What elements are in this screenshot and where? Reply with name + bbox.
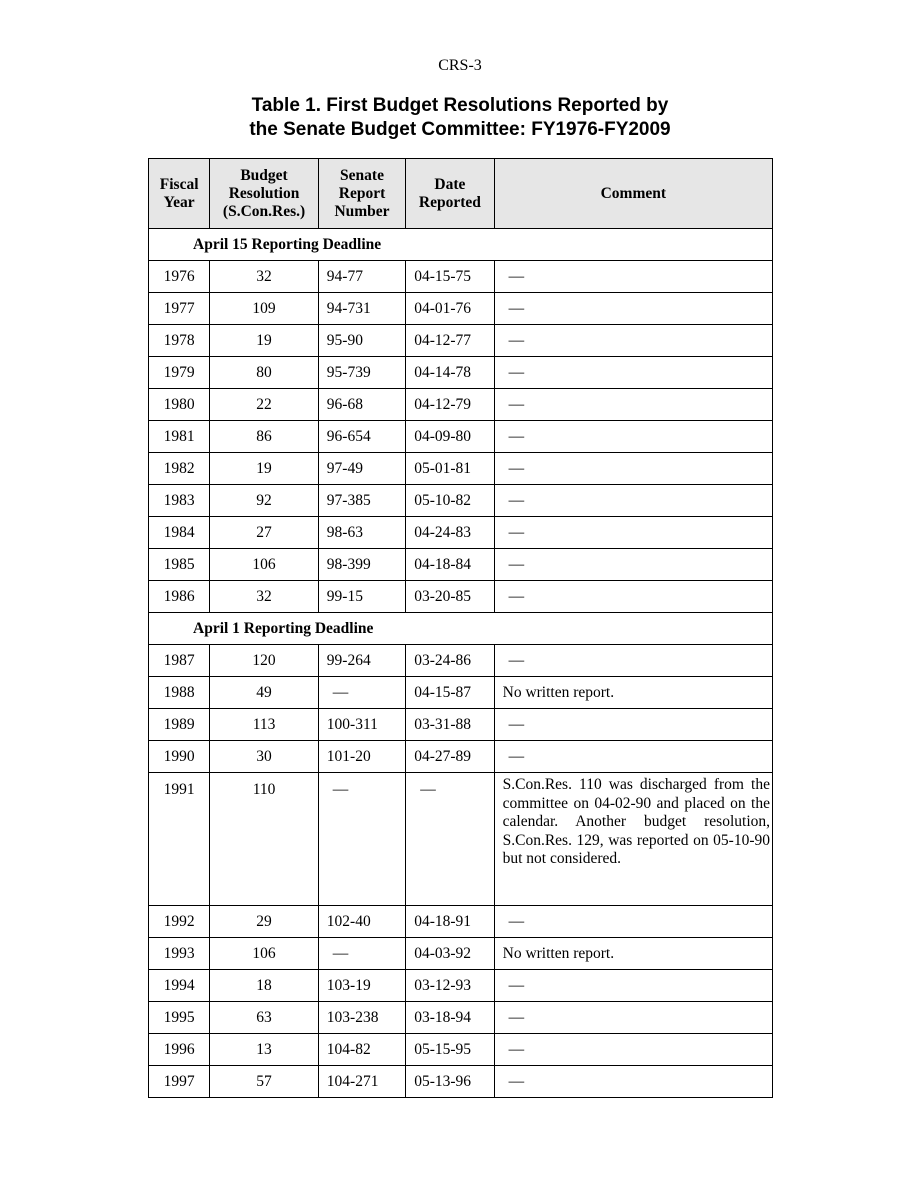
date-reported-cell: 04-15-75 — [406, 261, 494, 293]
resolution-cell: 27 — [210, 517, 319, 549]
report-number-cell: 94-77 — [318, 261, 405, 293]
table-title-line-2: the Senate Budget Committee: FY1976-FY2009 — [249, 119, 671, 140]
date-reported-cell: — — [406, 773, 494, 906]
resolution-cell: 86 — [210, 421, 319, 453]
report-number-cell: — — [318, 938, 405, 970]
date-reported-cell: 04-15-87 — [406, 677, 494, 709]
report-number-cell: 102-40 — [318, 906, 405, 938]
comment-cell: — — [494, 357, 772, 389]
comment-cell: — — [494, 453, 772, 485]
date-reported-cell: 03-24-86 — [406, 645, 494, 677]
fiscal-year-cell: 1978 — [149, 325, 210, 357]
table-row — [149, 1034, 773, 1066]
table-row — [149, 549, 773, 581]
fiscal-year-cell: 1989 — [149, 709, 210, 741]
header-fiscal-year: Fiscal Year — [149, 159, 210, 229]
report-number-cell: 103-238 — [318, 1002, 405, 1034]
report-number-cell: 97-385 — [318, 485, 405, 517]
date-reported-cell: 04-12-79 — [406, 389, 494, 421]
resolution-cell: 32 — [210, 261, 319, 293]
fiscal-year-cell: 1992 — [149, 906, 210, 938]
date-reported-cell: 03-20-85 — [406, 581, 494, 613]
resolution-cell: 13 — [210, 1034, 319, 1066]
table-row — [149, 773, 773, 906]
comment-cell: — — [494, 906, 772, 938]
table-row — [149, 645, 773, 677]
resolution-cell: 19 — [210, 453, 319, 485]
fiscal-year-cell: 1981 — [149, 421, 210, 453]
table-row — [149, 421, 773, 453]
resolution-cell: 80 — [210, 357, 319, 389]
table-row — [149, 906, 773, 938]
fiscal-year-cell: 1982 — [149, 453, 210, 485]
comment-cell: — — [494, 581, 772, 613]
comment-cell: No written report. — [494, 677, 772, 709]
report-number-cell: 99-264 — [318, 645, 405, 677]
comment-cell: — — [494, 1002, 772, 1034]
table-row — [149, 293, 773, 325]
table-row — [149, 357, 773, 389]
fiscal-year-cell: 1984 — [149, 517, 210, 549]
comment-cell: — — [494, 549, 772, 581]
comment-cell: — — [494, 325, 772, 357]
resolution-cell: 49 — [210, 677, 319, 709]
comment-cell: No written report. — [494, 938, 772, 970]
date-reported-cell: 04-03-92 — [406, 938, 494, 970]
report-number-cell: — — [318, 677, 405, 709]
fiscal-year-cell: 1979 — [149, 357, 210, 389]
fiscal-year-cell: 1985 — [149, 549, 210, 581]
date-reported-cell: 03-31-88 — [406, 709, 494, 741]
fiscal-year-cell: 1976 — [149, 261, 210, 293]
comment-cell: — — [494, 293, 772, 325]
table-row — [149, 1066, 773, 1098]
report-number-cell: 99-15 — [318, 581, 405, 613]
table-row — [149, 581, 773, 613]
fiscal-year-cell: 1987 — [149, 645, 210, 677]
resolution-cell: 18 — [210, 970, 319, 1002]
resolution-cell: 30 — [210, 741, 319, 773]
date-reported-cell: 04-14-78 — [406, 357, 494, 389]
report-number-cell: 96-654 — [318, 421, 405, 453]
comment-cell: — — [494, 517, 772, 549]
table-row — [149, 453, 773, 485]
fiscal-year-cell: 1996 — [149, 1034, 210, 1066]
resolution-cell: 63 — [210, 1002, 319, 1034]
page-number: CRS-3 — [438, 57, 482, 74]
date-reported-cell: 03-12-93 — [406, 970, 494, 1002]
comment-cell: — — [494, 645, 772, 677]
comment-cell: — — [494, 485, 772, 517]
date-reported-cell: 05-13-96 — [406, 1066, 494, 1098]
report-number-cell: 104-82 — [318, 1034, 405, 1066]
comment-cell: — — [494, 741, 772, 773]
table-row — [149, 970, 773, 1002]
report-number-cell: 94-731 — [318, 293, 405, 325]
report-number-cell: 103-19 — [318, 970, 405, 1002]
header-comment: Comment — [494, 159, 772, 229]
report-number-cell: 95-739 — [318, 357, 405, 389]
comment-cell: — — [494, 1034, 772, 1066]
section-label: April 1 Reporting Deadline — [149, 613, 773, 645]
table-header-row — [149, 159, 773, 229]
section-header-row — [149, 229, 773, 261]
date-reported-cell: 03-18-94 — [406, 1002, 494, 1034]
report-number-cell: 97-49 — [318, 453, 405, 485]
resolution-cell: 113 — [210, 709, 319, 741]
date-reported-cell: 04-18-84 — [406, 549, 494, 581]
header-date-reported: Date Reported — [406, 159, 494, 229]
table-row — [149, 938, 773, 970]
report-number-cell: — — [318, 773, 405, 906]
date-reported-cell: 04-12-77 — [406, 325, 494, 357]
resolution-cell: 106 — [210, 938, 319, 970]
report-number-cell: 101-20 — [318, 741, 405, 773]
header-budget-resolution: Budget Resolution (S.Con.Res.) — [210, 159, 319, 229]
table-title-line-1: Table 1. First Budget Resolutions Reported by — [251, 95, 669, 116]
comment-cell: — — [494, 389, 772, 421]
date-reported-cell: 05-01-81 — [406, 453, 494, 485]
resolution-cell: 22 — [210, 389, 319, 421]
resolution-cell: 120 — [210, 645, 319, 677]
fiscal-year-cell: 1994 — [149, 970, 210, 1002]
table-row — [149, 325, 773, 357]
comment-cell: — — [494, 421, 772, 453]
table-row — [149, 261, 773, 293]
resolution-cell: 110 — [210, 773, 319, 906]
report-number-cell: 96-68 — [318, 389, 405, 421]
comment-cell: S.Con.Res. 110 was discharged from the committee on 04-02-90 and placed on the calendar. Another budget resolution, S.Con.Res. 129, was reported on 05-10-90 but not considered. — [494, 773, 772, 906]
date-reported-cell: 04-24-83 — [406, 517, 494, 549]
report-number-cell: 95-90 — [318, 325, 405, 357]
table-row — [149, 677, 773, 709]
comment-cell: — — [494, 261, 772, 293]
resolution-cell: 106 — [210, 549, 319, 581]
date-reported-cell: 04-09-80 — [406, 421, 494, 453]
fiscal-year-cell: 1986 — [149, 581, 210, 613]
table-row — [149, 485, 773, 517]
fiscal-year-cell: 1997 — [149, 1066, 210, 1098]
table-row — [149, 389, 773, 421]
date-reported-cell: 04-27-89 — [406, 741, 494, 773]
date-reported-cell: 05-10-82 — [406, 485, 494, 517]
table-row — [149, 741, 773, 773]
report-number-cell: 98-63 — [318, 517, 405, 549]
resolution-cell: 92 — [210, 485, 319, 517]
table-row — [149, 517, 773, 549]
table-row — [149, 1002, 773, 1034]
fiscal-year-cell: 1991 — [149, 773, 210, 906]
fiscal-year-cell: 1988 — [149, 677, 210, 709]
fiscal-year-cell: 1990 — [149, 741, 210, 773]
header-senate-report-number: Senate Report Number — [318, 159, 405, 229]
fiscal-year-cell: 1993 — [149, 938, 210, 970]
report-number-cell: 98-399 — [318, 549, 405, 581]
budget-resolutions-table — [148, 158, 773, 1098]
resolution-cell: 32 — [210, 581, 319, 613]
table-row — [149, 709, 773, 741]
date-reported-cell: 04-01-76 — [406, 293, 494, 325]
date-reported-cell: 05-15-95 — [406, 1034, 494, 1066]
section-label: April 15 Reporting Deadline — [149, 229, 773, 261]
section-header-row — [149, 613, 773, 645]
comment-cell: — — [494, 1066, 772, 1098]
table-title — [0, 94, 920, 142]
date-reported-cell: 04-18-91 — [406, 906, 494, 938]
fiscal-year-cell: 1977 — [149, 293, 210, 325]
comment-cell: — — [494, 709, 772, 741]
report-number-cell: 100-311 — [318, 709, 405, 741]
fiscal-year-cell: 1980 — [149, 389, 210, 421]
table-body — [149, 229, 773, 1098]
fiscal-year-cell: 1995 — [149, 1002, 210, 1034]
fiscal-year-cell: 1983 — [149, 485, 210, 517]
comment-cell: — — [494, 970, 772, 1002]
resolution-cell: 29 — [210, 906, 319, 938]
resolution-cell: 19 — [210, 325, 319, 357]
resolution-cell: 109 — [210, 293, 319, 325]
report-number-cell: 104-271 — [318, 1066, 405, 1098]
resolution-cell: 57 — [210, 1066, 319, 1098]
